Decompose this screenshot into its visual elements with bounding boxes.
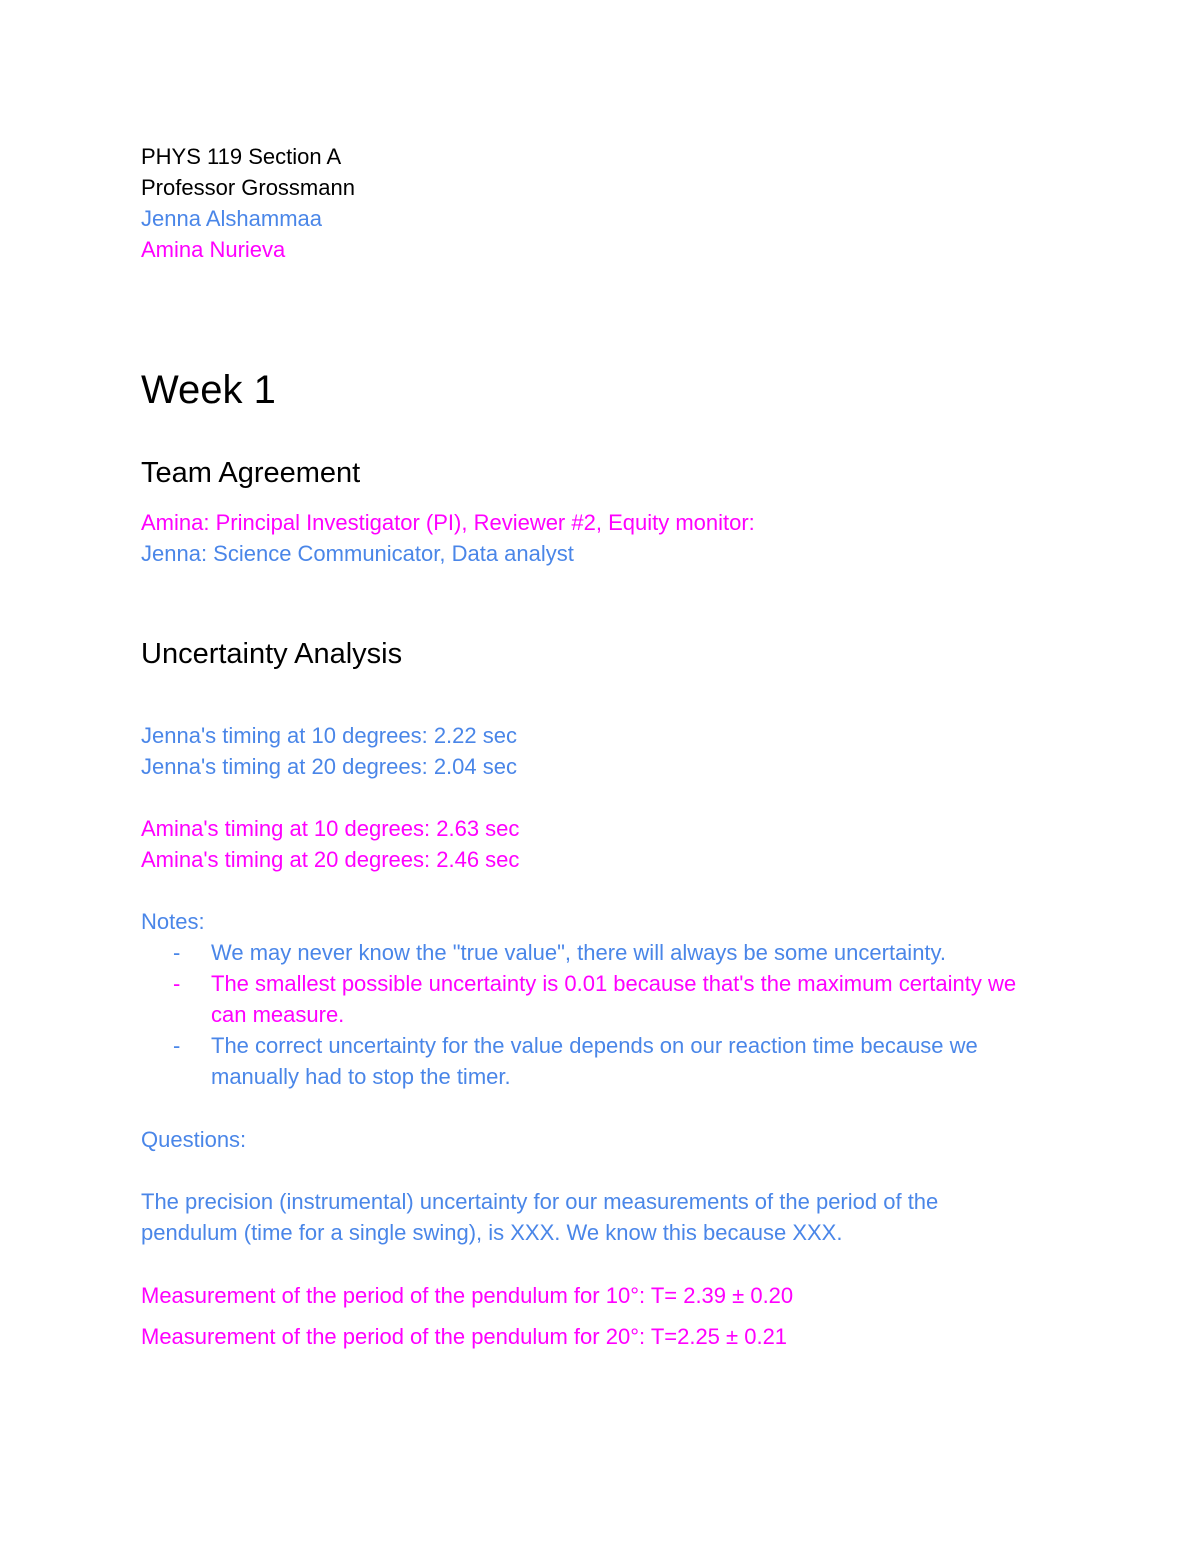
bullet-marker: - — [173, 971, 181, 996]
student-name-amina: Amina Nurieva — [141, 237, 286, 262]
professor-name: Professor Grossmann — [141, 175, 355, 200]
amina-timing-20: Amina's timing at 20 degrees: 2.46 sec — [141, 847, 520, 872]
student-name-jenna: Jenna Alshammaa — [141, 206, 322, 231]
amina-timing-10: Amina's timing at 10 degrees: 2.63 sec — [141, 816, 520, 841]
note-text: The smallest possible uncertainty is 0.01 because that's the maximum certainty we can measure. — [211, 971, 1017, 1027]
jenna-roles: Jenna: Science Communicator, Data analyst — [141, 541, 574, 566]
jenna-timing-20: Jenna's timing at 20 degrees: 2.04 sec — [141, 754, 517, 779]
notes-label: Notes: — [141, 909, 205, 934]
bullet-marker: - — [173, 1033, 181, 1058]
uncertainty-heading: Uncertainty Analysis — [141, 638, 403, 670]
note-text: The correct uncertainty for the value depends on our reaction time because we manually had to stop the timer. — [211, 1033, 978, 1089]
measurement-10: Measurement of the period of the pendulum for 10°: T= 2.39 ± 0.20 — [141, 1283, 794, 1308]
amina-roles: Amina: Principal Investigator (PI), Reviewer #2, Equity monitor: — [141, 510, 755, 535]
team-agreement-heading: Team Agreement — [141, 457, 361, 489]
jenna-timing-10: Jenna's timing at 10 degrees: 2.22 sec — [141, 723, 517, 748]
week-heading: Week 1 — [141, 368, 276, 412]
questions-label: Questions: — [141, 1127, 247, 1152]
precision-statement: The precision (instrumental) uncertainty for our measurements of the period of the pendulum (time for a single swing), is XXX. We know this because XXX. — [141, 1189, 939, 1245]
measurement-20: Measurement of the period of the pendulum for 20°: T=2.25 ± 0.21 — [141, 1324, 788, 1349]
course-title: PHYS 119 Section A — [141, 144, 342, 169]
note-text: We may never know the "true value", there will always be some uncertainty. — [211, 940, 947, 965]
bullet-marker: - — [173, 940, 181, 965]
